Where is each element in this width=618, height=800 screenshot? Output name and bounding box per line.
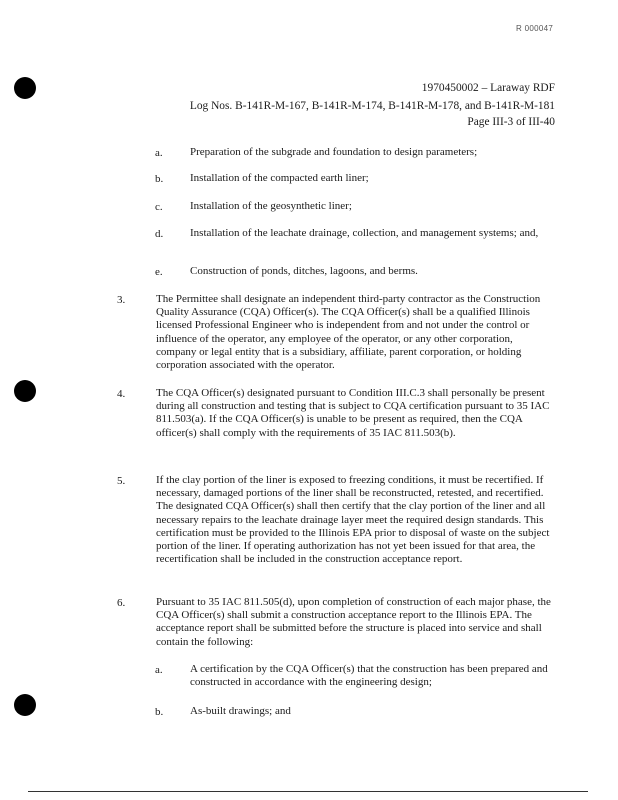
sub-item-text: As-built drawings; and bbox=[190, 705, 291, 717]
header-log-numbers: Log Nos. B-141R-M-167, B-141R-M-174, B-141R-M-178, and B-141R-M-181 bbox=[189, 100, 555, 112]
item-number: 5. bbox=[117, 475, 126, 487]
punch-hole-middle bbox=[14, 380, 36, 402]
sub-item-marker: c. bbox=[155, 201, 163, 213]
sub-item-text: Construction of ponds, ditches, lagoons, and berms. bbox=[190, 265, 418, 277]
sub-item-text: Installation of the leachate drainage, collection, and management systems; and, bbox=[190, 227, 539, 239]
item-text: The CQA Officer(s) designated pursuant to Condition III.C.3 shall personally be present during all construction and testing that is subject to CQA certification pursuant to 35 IAC 811.503(a). If the CQA Officer(s) is unable to be present as required, then the CQA officer(s) shall comply with the requirements of 35 IAC 811.503(b). bbox=[156, 387, 550, 439]
header-page-number: Page III-3 of III-40 bbox=[467, 116, 555, 128]
page-stamp: R 000047 bbox=[516, 24, 554, 33]
item-text: If the clay portion of the liner is exposed to freezing conditions, it must be recertified. If necessary, damaged portions of the liner shall be reconstructed, retested, and recertified. The designated CQA Officer(s) shall then certify that the clay portion of the liner and all necessary repairs to the leachate drainage layer meet the required design standards. This certification must be provided to the Illinois EPA prior to disposal of waste on the subject portion of the liner. If operating authorization has not yet been issued for that area, the recertification shall be included in the construction acceptance report. bbox=[156, 474, 550, 566]
sub-item-marker: a. bbox=[155, 147, 163, 159]
sub-item-marker: a. bbox=[155, 664, 163, 676]
sub-item-text: Installation of the geosynthetic liner; bbox=[190, 200, 352, 212]
sub-item-marker: b. bbox=[155, 173, 164, 185]
sub-item-text: Installation of the compacted earth liner; bbox=[190, 172, 369, 184]
sub-item-text: Preparation of the subgrade and foundation to design parameters; bbox=[190, 146, 478, 158]
bottom-rule bbox=[28, 791, 588, 792]
header-document-id: 1970450002 – Laraway RDF bbox=[421, 82, 555, 94]
sub-item-marker: e. bbox=[155, 266, 163, 278]
item-number: 6. bbox=[117, 597, 126, 609]
item-number: 3. bbox=[117, 294, 126, 306]
item-number: 4. bbox=[117, 388, 126, 400]
sub-item-marker: b. bbox=[155, 706, 164, 718]
sub-item-text: A certification by the CQA Officer(s) that the construction has been prepared and constructed in accordance with the engineering design; bbox=[190, 663, 548, 689]
sub-item-marker: d. bbox=[155, 228, 164, 240]
item-text: Pursuant to 35 IAC 811.505(d), upon completion of construction of each major phase, the CQA Officer(s) shall submit a construction acceptance report to the Illinois EPA. The acceptance report shall be submitted before the structure is placed into service and shall contain the following: bbox=[156, 596, 551, 648]
punch-hole-bottom bbox=[14, 694, 36, 716]
item-text: The Permittee shall designate an independent third-party contractor as the Construction Quality Assurance (CQA) Officer(s). The CQA Officer(s) shall be a qualified Illinois licensed Professional Engineer who is independent from and not under the control or influence of the operator, any employee of the operator, or any other corporation, company or legal entity that is a subsidiary, affiliate, parent corporation, or holding corporation associated with the operator. bbox=[156, 293, 541, 372]
punch-hole-top bbox=[14, 77, 36, 99]
